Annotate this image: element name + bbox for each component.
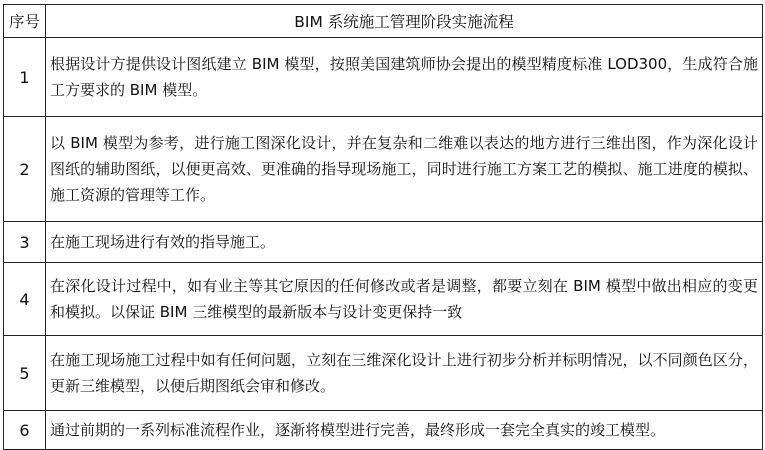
table-row — [4, 263, 763, 336]
row-text: 根据设计方提供设计图纸建立 BIM 模型，按照美国建筑师协会提出的模型精度标准 LOD300，生成符合施工方要求的 BIM 模型。 — [46, 38, 763, 117]
row-text: 通过前期的一系列标准流程作业，逐渐将模型进行完善，最终形成一套完全真实的竣工模型。 — [46, 411, 763, 450]
table-row — [4, 222, 763, 263]
table-row — [4, 38, 763, 117]
row-number: 1 — [4, 38, 46, 117]
row-number: 3 — [4, 222, 46, 263]
header-number: 序号 — [4, 5, 46, 38]
row-text: 以 BIM 模型为参考，进行施工图深化设计，并在复杂和二维难以表达的地方进行三维出图，作为深化设计图纸的辅助图纸，以便更高效、更准确的指导现场施工，同时进行施工方案工艺的模拟、施工进度的模拟、施工资源的管理等工作。 — [46, 117, 763, 222]
row-number: 2 — [4, 117, 46, 222]
row-number: 5 — [4, 336, 46, 411]
process-table-container — [3, 4, 762, 450]
table-row — [4, 411, 763, 450]
row-text: 在施工现场进行有效的指导施工。 — [46, 222, 763, 263]
header-title: BIM 系统施工管理阶段实施流程 — [46, 5, 763, 38]
bim-process-table — [3, 4, 763, 450]
row-number: 4 — [4, 263, 46, 336]
table-row — [4, 117, 763, 222]
row-text: 在深化设计过程中，如有业主等其它原因的任何修改或者是调整，都要立刻在 BIM 模型中做出相应的变更和模拟。以保证 BIM 三维模型的最新版本与设计变更保持一致 — [46, 263, 763, 336]
table-header-row — [4, 5, 763, 38]
table-row — [4, 336, 763, 411]
row-text: 在施工现场施工过程中如有任何问题，立刻在三维深化设计上进行初步分析并标明情况，以不同颜色区分，更新三维模型，以便后期图纸会审和修改。 — [46, 336, 763, 411]
row-number: 6 — [4, 411, 46, 450]
